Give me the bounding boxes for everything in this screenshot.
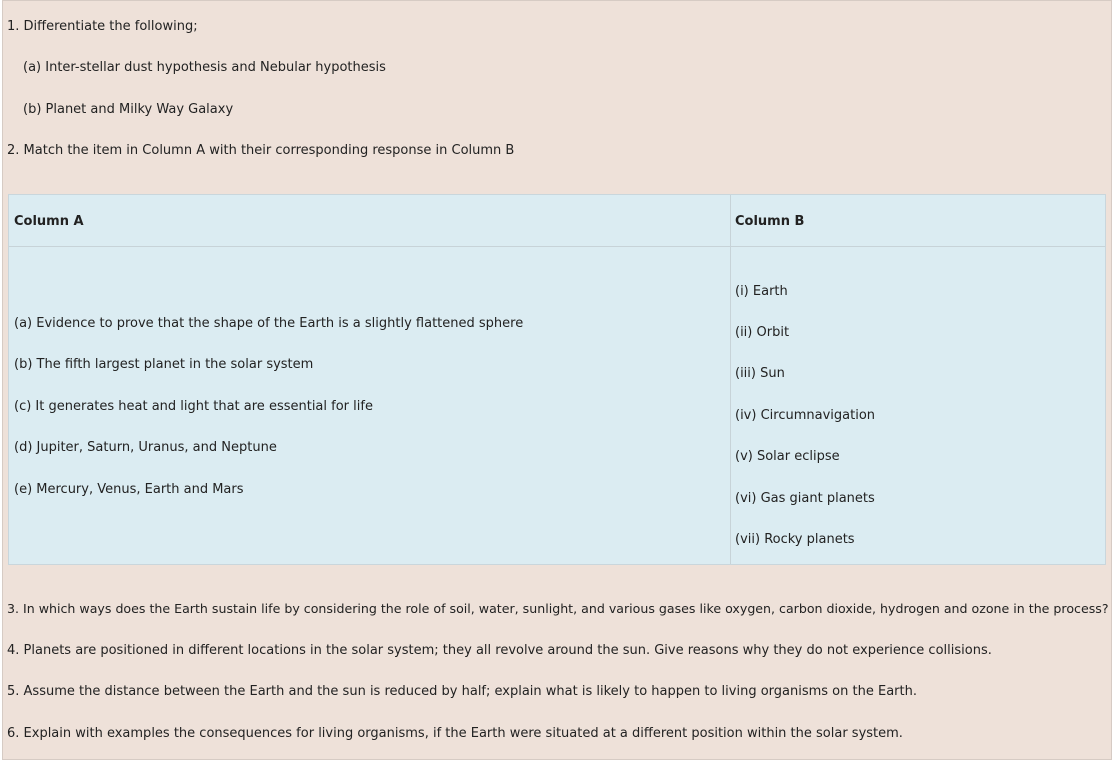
column-b-item: (i) Earth [735,284,788,299]
question-3: 3. In which ways does the Earth sustain life by considering the role of soil, water, sunlight, and various gases like oxygen, carbon dioxide, hydrogen and ozone in the process? [7,601,1109,616]
column-b-item: (iv) Circumnavigation [735,408,876,423]
column-a-header: Column A [14,214,84,229]
matching-table [8,194,1106,565]
question-2: 2. Match the item in Column A with their corresponding response in Column B [7,143,515,158]
question-4: 4. Planets are positioned in different locations in the solar system; they all revolve around the sun. Give reasons why they do not experience collisions. [7,643,992,658]
question-1b: (b) Planet and Milky Way Galaxy [23,102,234,117]
question-1: 1. Differentiate the following; [7,19,198,34]
column-b-item: (vii) Rocky planets [735,532,855,547]
column-b-item: (iii) Sun [735,366,785,381]
column-b-header: Column B [735,214,805,229]
column-b-item: (vi) Gas giant planets [735,491,875,506]
column-a-item: (d) Jupiter, Saturn, Uranus, and Neptune [14,440,277,455]
question-6: 6. Explain with examples the consequences for living organisms, if the Earth were situated at a different position within the solar system. [7,726,903,741]
column-a-item: (a) Evidence to prove that the shape of the Earth is a slightly flattened sphere [14,316,524,331]
column-a-item: (e) Mercury, Venus, Earth and Mars [14,482,244,497]
column-a-item: (c) It generates heat and light that are essential for life [14,399,373,414]
column-a-item: (b) The fifth largest planet in the solar system [14,357,314,372]
table-header-divider [9,246,1105,247]
question-5: 5. Assume the distance between the Earth and the sun is reduced by half; explain what is likely to happen to living organisms on the Earth. [7,684,917,699]
column-b-item: (v) Solar eclipse [735,449,840,464]
question-1a: (a) Inter-stellar dust hypothesis and Nebular hypothesis [23,60,386,75]
worksheet-page [2,0,1112,760]
column-b-item: (ii) Orbit [735,325,790,340]
table-column-divider [730,195,731,564]
